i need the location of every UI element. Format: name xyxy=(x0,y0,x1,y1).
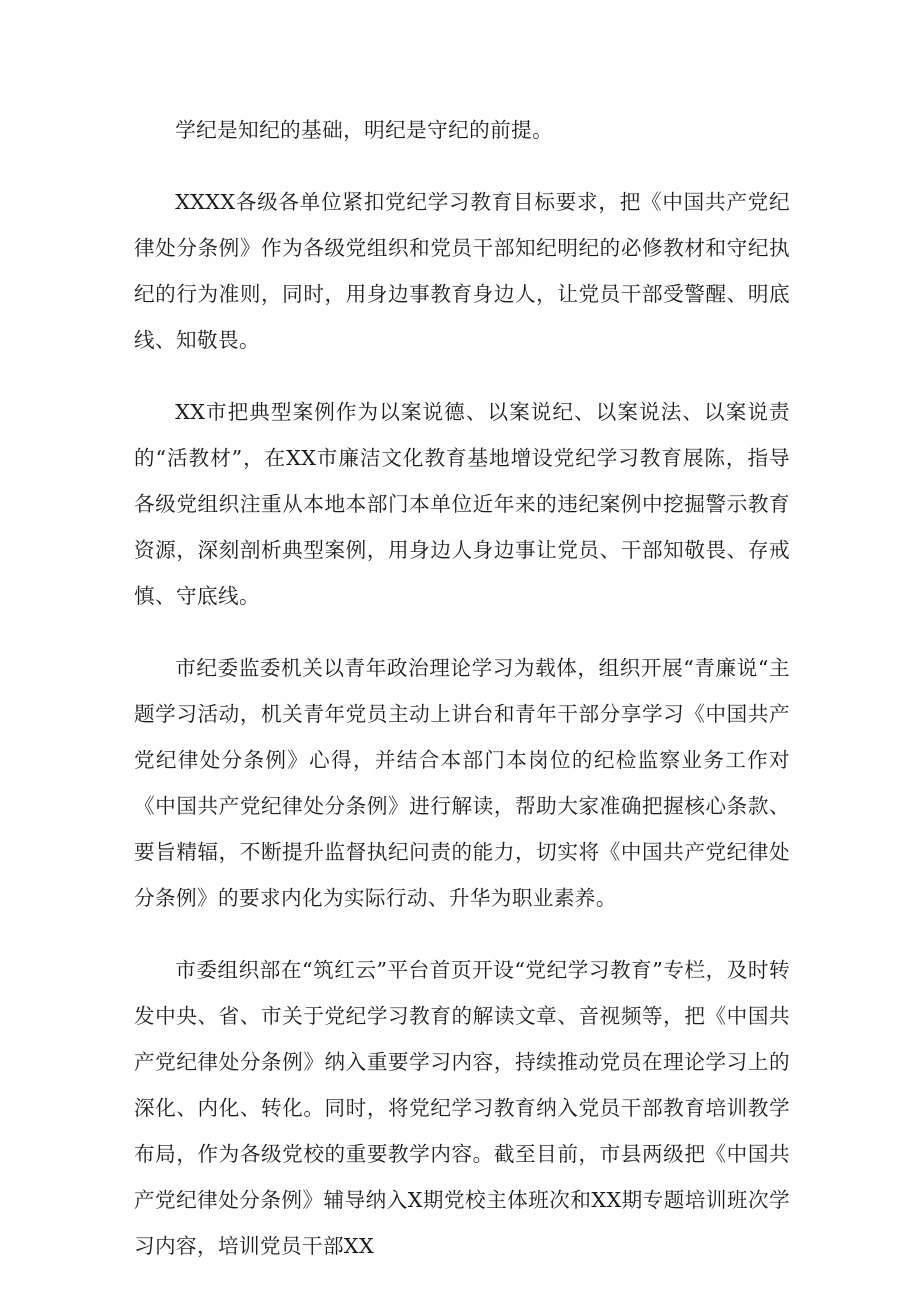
paragraph-intro: 学纪是知纪的基础，明纪是守纪的前提。 xyxy=(175,118,554,142)
paragraph-case-study: XX市把典型案例作为以案说德、以案说纪、以案说法、以案说责的“活教材”，在XX市廉洁文化教育基地增设党纪学习教育展陈，指导各级党组织注重从本地本部门本单位近年来的违纪案例中挖掘警示教育资源，深刻剖析典型案例，用身边人身边事让党员、干部知敬畏、存戒慎、守底线。 xyxy=(134,400,790,608)
paragraph-units: XXXX各级各单位紧扣党纪学习教育目标要求，把《中国共产党纪律处分条例》作为各级党组织和党员干部知纪明纪的必修教材和守纪执纪的行为准则，同时，用身边事教育身边人，让党员干部受警醒、明底线、知敬畏。 xyxy=(134,190,790,352)
paragraph-organization-department: 市委组织部在“筑红云”平台首页开设“党纪学习教育”专栏，及时转发中央、省、市关于党纪学习教育的解读文章、音视频等，把《中国共产党纪律处分条例》纳入重要学习内容，持续推动党员在理论学习上的深化、内化、转化。同时，将党纪学习教育纳入党员干部教育培训教学布局，作为各级党校的重要教学内容。截至目前，市县两级把《中国共产党纪律处分条例》辅导纳入X期党校主体班次和XX期专题培训班次学习内容，培训党员干部XX xyxy=(134,958,790,1258)
document-body xyxy=(134,107,790,1295)
paragraph-discipline-commission: 市纪委监委机关以青年政治理论学习为载体，组织开展“青廉说“主题学习活动，机关青年党员主动上讲台和青年干部分享学习《中国共产党纪律处分条例》心得，并结合本部门本岗位的纪检监察业务工作对《中国共产党纪律处分条例》进行解读，帮助大家准确把握核心条款、要旨精辐，不断提升监督执纪问责的能力，切实将《中国共产党纪律处分条例》的要求内化为实际行动、升华为职业素养。 xyxy=(134,656,790,910)
